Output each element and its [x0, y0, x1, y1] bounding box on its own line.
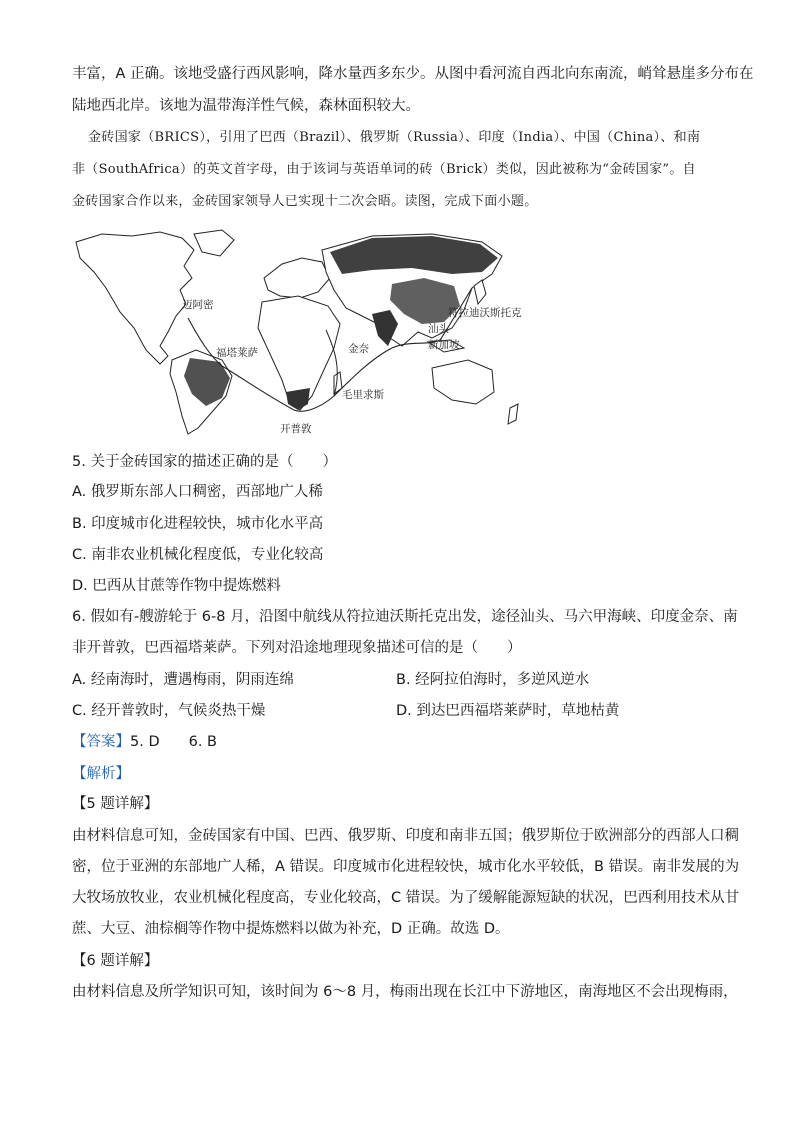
australia-landmass: [432, 360, 494, 404]
question-6-option-d: D. 到达巴西福塔莱萨时，草地枯黄: [396, 703, 620, 719]
analysis-tag: 【解析】: [72, 766, 130, 782]
label-mauritius: 毛里求斯: [342, 389, 384, 401]
question-6-option-a: A. 经南海时，遭遇梅雨，阴雨连绵: [72, 672, 294, 688]
europe-landmass: [264, 258, 330, 298]
label-vladivostok: 符拉迪沃斯托克: [448, 307, 522, 319]
answer-tag: 【答案】: [72, 734, 130, 750]
detail-5-line-2: 密，位于亚洲的东部地广人稀，A 错误。印度城市化进程较快，城市化水平较低，B 错误。南非发展的为: [72, 859, 740, 875]
label-fortaleza: 福塔莱萨: [216, 347, 258, 359]
question-6-stem-2: 非开普敦，巴西福塔莱萨。下列对沿途地理现象描述可信的是（ ）: [72, 640, 522, 656]
label-singapore: 新加坡: [428, 339, 460, 351]
intro-line-1: 丰富，A 正确。该地受盛行西风影响，降水量西多东少。从图中看河流自西北向东南流，峭耸悬崖多分布在: [72, 66, 754, 82]
label-miami: 迈阿密: [182, 299, 214, 311]
greenland-landmass: [194, 230, 234, 256]
material-line-3: 金砖国家合作以来，金砖国家领导人已实现十二次会晤。读图，完成下面小题。: [72, 194, 538, 209]
label-shantou: 汕头: [428, 323, 449, 335]
material-line-2: 非（SouthAfrica）的英文首字母，由于该词与英语单词的砖（Brick）类似，因此被称为“金砖国家”。自: [72, 162, 696, 177]
material-line-1: 金砖国家（BRICS），引用了巴西（Brazil）、俄罗斯（Russia）、印度（India）、中国（China）、和南: [88, 130, 701, 145]
label-chennai: 金奈: [348, 343, 369, 355]
detail-5-title: 【5 题详解】: [72, 796, 159, 812]
question-6-stem-1: 6. 假如有-艘游轮于 6-8 月，沿图中航线从符拉迪沃斯托克出发，途径汕头、马六甲海峡、印度金奈、南: [72, 609, 738, 625]
detail-5-line-1: 由材料信息可知，金砖国家有中国、巴西、俄罗斯、印度和南非五国；俄罗斯位于欧洲部分的西部人口稠: [72, 828, 739, 844]
question-5-stem: 5. 关于金砖国家的描述正确的是（ ）: [72, 454, 337, 470]
question-5-option-d: D. 巴西从甘蔗等作物中提炼燃料: [72, 578, 281, 594]
label-cape-town: 开普敦: [280, 423, 312, 435]
question-5-option-c: C. 南非农业机械化程度低，专业化较高: [72, 547, 324, 563]
detail-5-line-3: 大牧场放牧业，农业机械化程度高，专业化较高，C 错误。为了缓解能源短缺的状况，巴西利用技术从甘: [72, 890, 740, 906]
brics-route-map: [72, 228, 552, 440]
question-6-option-b: B. 经阿拉伯海时，多逆风逆水: [396, 672, 590, 688]
north-america-landmass: [76, 232, 194, 364]
detail-6-title: 【6 题详解】: [72, 953, 159, 969]
detail-5-line-4: 蔗、大豆、油棕榈等作物中提炼燃料以做为补充，D 正确。故选 D。: [72, 921, 510, 937]
answer-text: 5. D 6. B: [130, 734, 217, 750]
answer-line: [72, 732, 217, 752]
question-6-option-c: C. 经开普敦时，气候炎热干燥: [72, 703, 266, 719]
intro-line-2: 陆地西北岸。该地为温带海洋性气候，森林面积较大。: [72, 98, 420, 114]
question-5-option-b: B. 印度城市化进程较快，城市化水平高: [72, 516, 324, 532]
new-zealand-landmass: [508, 404, 518, 424]
detail-6-line-1: 由材料信息及所学知识可知，该时间为 6～8 月，梅雨出现在长江中下游地区，南海地区不会出现梅雨，: [72, 984, 738, 1000]
question-5-option-a: A. 俄罗斯东部人口稠密，西部地广人稀: [72, 484, 323, 500]
